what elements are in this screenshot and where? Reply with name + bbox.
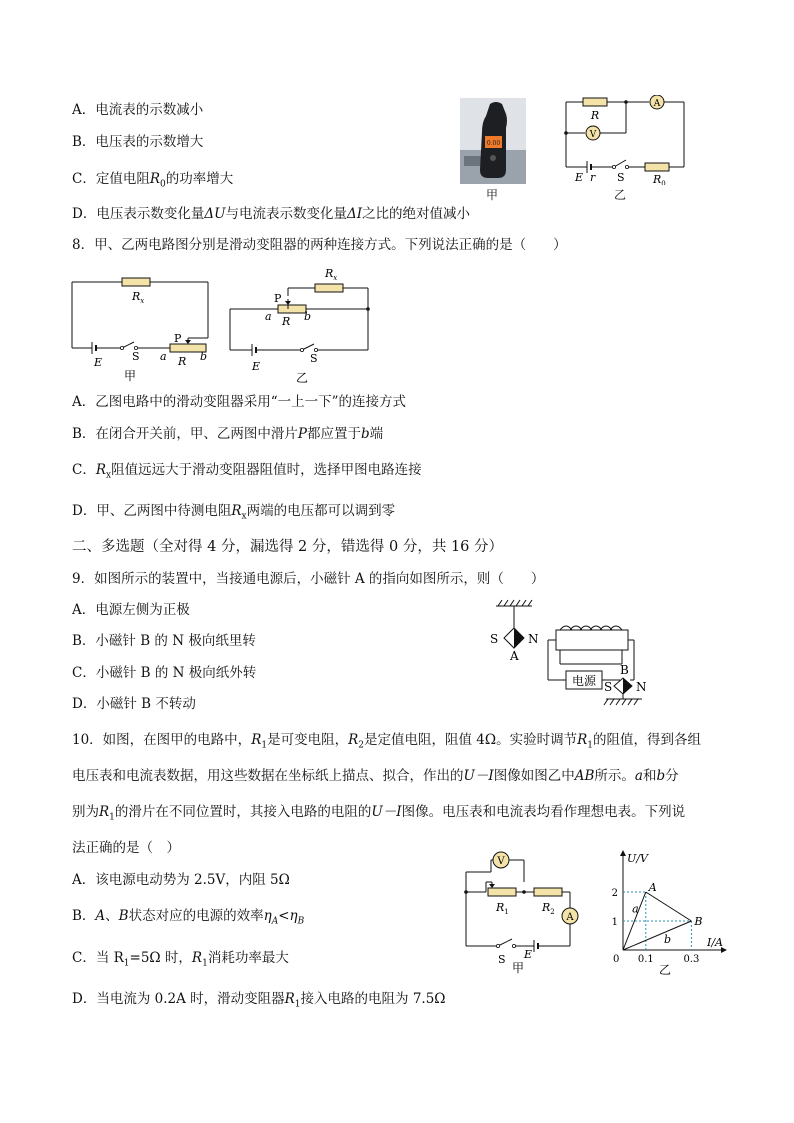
series-line-ab <box>646 892 692 921</box>
q7-label-r0: $R_0$ <box>653 173 666 185</box>
needle-a-s-label: S <box>490 632 499 646</box>
chart-origin-label: 0 <box>613 954 620 965</box>
q8-yi-label-p: P <box>274 292 282 305</box>
q8-option-a: A．乙图电路中的滑动变阻器采用“一上一下”的连接方式 <box>72 394 407 410</box>
q8-jia-label-e: E <box>94 356 103 369</box>
q9-option-b: B．小磁针 B 的 N 极向纸里转 <box>72 633 256 649</box>
device-display-text: 0.00 <box>486 140 501 147</box>
q10-option-d: D．当电流为 0.2A 时，滑动变阻器$R_1$接入电路的电阻为 7.5Ω <box>72 991 446 1010</box>
q8-jia-label-p: P <box>174 332 182 345</box>
series-label-a: a <box>632 902 639 916</box>
q10-fig-yi-label: 乙 <box>659 963 672 977</box>
series-line-b <box>623 921 691 950</box>
q8-option-c: C．$R_x$阻值远远大于滑动变阻器阻值时，选择甲图电路连接 <box>72 462 422 481</box>
x-tick-label: 0.3 <box>683 954 700 965</box>
q8-option-b: B．在闭合开关前，甲、乙两图中滑片P都应置于b端 <box>72 426 384 442</box>
q7-option-d: D．电压表示数变化量ΔU与电流表示数变化量ΔI之比的绝对值减小 <box>72 206 471 222</box>
needle-b-s-label: S <box>604 680 613 694</box>
x-tick-label: 0.1 <box>637 954 654 965</box>
q7-label-e: E <box>575 171 584 184</box>
q10-label-r1: $R_1$ <box>496 901 509 916</box>
point-label-a: A <box>648 881 657 894</box>
power-source-label: 电源 <box>571 674 597 688</box>
q7-fig-jia-label: 甲 <box>486 188 499 202</box>
q10-stem-line2: 电压表和电流表数据，用这些数据在坐标纸上描点、拟合，作出的U－I图像如图乙中AB所示。a和b分 <box>72 768 679 784</box>
q10-label-s: S <box>498 953 506 966</box>
voltmeter-icon: V <box>589 130 597 140</box>
q10-label-e: E <box>524 948 533 961</box>
q10-stem-line1: 10．如图，在图甲的电路中，$R_1$是可变电阻，$R_2$是定值电阻，阻值 4Ω。实验时调节$R_1$的阻值，得到各组 <box>72 732 701 751</box>
q7-label-r: R <box>590 109 600 122</box>
q8-yi-label-s: S <box>310 352 318 365</box>
y-tick-label: 2 <box>611 888 618 899</box>
q8-yi-label-e: E <box>252 360 261 373</box>
q8-fig-yi-label: 乙 <box>296 371 309 384</box>
chart-x-axis-label: I/A <box>707 936 723 949</box>
q8-yi-label-rx: $R_x$ <box>325 267 338 282</box>
q7-option-a: A．电流表的示数减小 <box>72 102 204 118</box>
q10-option-a: A．该电源电动势为 2.5V，内阻 5Ω <box>72 872 290 888</box>
q8-stem: 8．甲、乙两电路图分别是滑动变阻器的两种连接方式。下列说法正确的是（ ） <box>72 237 567 253</box>
q10-stem-line4: 法正确的是（ ） <box>72 840 180 856</box>
ammeter-icon: A <box>566 912 574 923</box>
needle-b-n-label: N <box>636 680 647 694</box>
ammeter-icon: A <box>653 99 661 109</box>
q8-jia-label-a: a <box>160 350 167 363</box>
q9-option-a: A．电源左侧为正极 <box>72 602 190 618</box>
q10-circuit-diagram <box>458 850 588 975</box>
q9-option-c: C．小磁针 B 的 N 极向纸外转 <box>72 665 257 681</box>
q10-fig-jia-label: 甲 <box>512 961 525 975</box>
q10-option-b: B．A、B状态对应的电源的效率$\eta_A<\eta_B$ <box>72 908 305 927</box>
q8-yi-label-r: R <box>282 315 291 328</box>
q9-magnet-solenoid-diagram <box>482 598 662 708</box>
q9-option-d: D．小磁针 B 不转动 <box>72 696 196 712</box>
u-i-chart <box>603 848 733 978</box>
section-multiple-choice-heading: 二、多选题（全对得 4 分，漏选得 2 分，错选得 0 分，共 16 分） <box>72 539 503 555</box>
q7-label-s: S <box>617 171 625 184</box>
q8-circuit-diagrams <box>60 262 390 384</box>
q8-yi-label-b: b <box>304 310 312 323</box>
q8-jia-label-rx: $R_x$ <box>132 290 145 305</box>
q7-option-b: B．电压表的示数增大 <box>72 134 204 150</box>
q8-jia-label-r: R <box>178 355 187 368</box>
voltmeter-icon: V <box>497 856 505 867</box>
q8-fig-jia-label: 甲 <box>124 369 137 383</box>
needle-b-label: B <box>620 663 629 677</box>
needle-a-label: A <box>510 649 519 663</box>
y-tick-label: 1 <box>611 917 618 928</box>
q10-label-r2: $R_2$ <box>542 901 555 916</box>
series-label-b: b <box>664 932 672 946</box>
q8-option-d: D．甲、乙两图中待测电阻$R_x$两端的电压都可以调到零 <box>72 503 396 522</box>
point-label-b: B <box>694 915 703 928</box>
q10-option-c: C．当 $R_1=5\Omega$ 时，$R_1$消耗功率最大 <box>72 950 289 969</box>
q7-fig-yi-label: 乙 <box>614 188 627 202</box>
q9-stem: 9．如图所示的装置中，当接通电源后，小磁针 A 的指向如图所示，则（ ） <box>72 571 545 587</box>
q8-yi-label-a: a <box>265 310 272 323</box>
breathalyzer-photo <box>460 98 526 184</box>
q7-circuit-diagram <box>560 95 690 185</box>
q7-option-c: C．定值电阻$R_0$的功率增大 <box>72 171 234 190</box>
q8-jia-label-b: b <box>200 350 208 363</box>
q10-stem-line3: 别为$R_1$的滑片在不同位置时，其接入电路的电阻的U－I图像。电压表和电流表均看作理想电表。下列说 <box>72 804 686 823</box>
needle-a-n-label: N <box>528 632 539 646</box>
q7-label-r-internal: r <box>590 171 596 184</box>
chart-y-axis-label: U/V <box>627 852 648 865</box>
q8-jia-label-s: S <box>132 350 140 363</box>
